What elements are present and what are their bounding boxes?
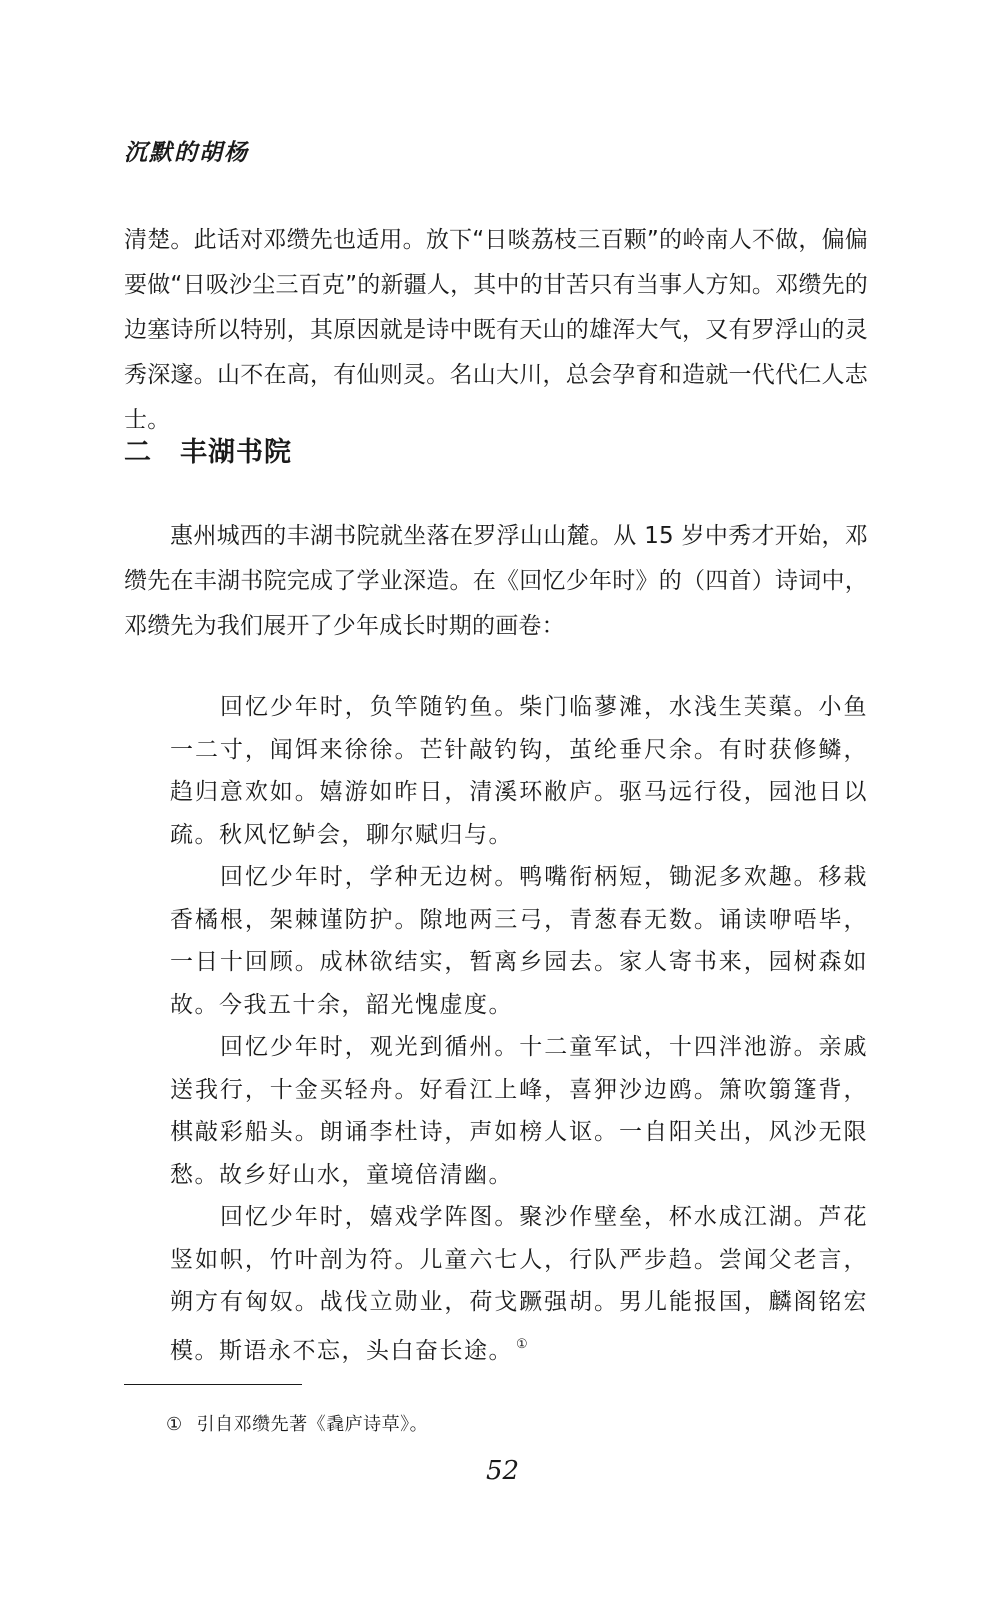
section-title: 丰湖书院 (180, 437, 292, 468)
section-number: 二 (124, 437, 152, 468)
footnote-reference[interactable]: ① (516, 1336, 530, 1352)
poem-stanza-4-text: 回忆少年时，嬉戏学阵图。聚沙作壁垒，杯水成江湖。芦花竖如帜，竹叶剖为符。儿童六七人，行队严步趋。尝闻父老言，朔方有匈奴。战伐立勋业，荷戈蹶强胡。男儿能报国，麟阁铭宏模。斯语永不忘，头白奋长途。 (170, 1204, 868, 1364)
section-heading (124, 430, 292, 469)
poem-stanza-3: 回忆少年时，观光到循州。十二童军试，十四泮池游。亲戚送我行，十金买轻舟。好看江上峰，喜狎沙边鸥。箫吹篛篷背，棋敲彩船头。朗诵李杜诗，声如榜人讴。一自阳关出，风沙无限愁。故乡好山水，童境倍清幽。 (170, 1034, 868, 1188)
page-number: 52 (485, 1456, 520, 1486)
poem-stanza-1: 回忆少年时，负竿随钓鱼。柴门临蓼滩，水浅生芙蕖。小鱼一二寸，闻饵来徐徐。芒针敲钓钩，茧纶垂尺余。有时获修鳞，趋归意欢如。嬉游如昨日，清溪环敝庐。驱马远行役，园池日以疏。秋风忆鲈会，聊尔赋归与。 (170, 694, 868, 848)
running-head: 沉默的胡杨 (124, 139, 249, 166)
footnote-text: 引自邓缵先著《毳庐诗草》。 (196, 1414, 429, 1435)
footnote-divider (124, 1384, 302, 1385)
footnote (166, 1410, 428, 1436)
paragraph-intro: 惠州城西的丰湖书院就坐落在罗浮山山麓。从 15 岁中秀才开始，邓缵先在丰湖书院完成了学业深造。在《回忆少年时》的（四首）诗词中，邓缵先为我们展开了少年成长时期的画卷： (124, 523, 868, 639)
poem-stanza-4 (170, 1196, 868, 1372)
poem-block (170, 686, 868, 1372)
poem-stanza-2: 回忆少年时，学种无边树。鸭嘴衔柄短，锄泥多欢趣。移栽香橘根，架棘谨防护。隙地两三弓，青葱春无数。诵读咿唔毕，一日十回顾。成林欲结实，暂离乡园去。家人寄书来，园树森如故。今我五十余，韶光愧虚度。 (170, 864, 868, 1018)
footnote-marker: ① (166, 1414, 183, 1435)
paragraph-continued: 清楚。此话对邓缵先也适用。放下“日啖荔枝三百颗”的岭南人不做，偏偏要做“日吸沙尘三百克”的新疆人，其中的甘苦只有当事人方知。邓缵先的边塞诗所以特别，其原因就是诗中既有天山的雄浑大气，又有罗浮山的灵秀深邃。山不在高，有仙则灵。名山大川，总会孕育和造就一代代仁人志士。 (124, 227, 868, 433)
